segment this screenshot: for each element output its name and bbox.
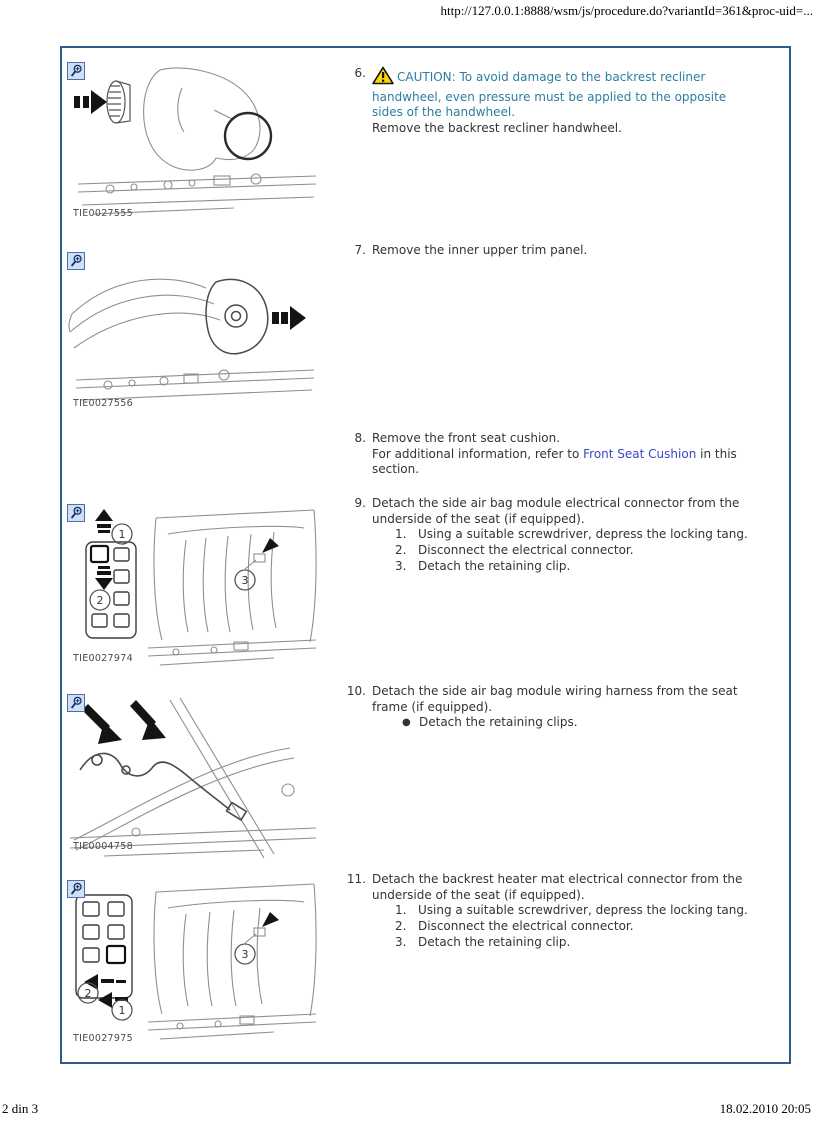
zoom-image-button[interactable] bbox=[67, 694, 85, 712]
substep-text: Using a suitable screwdriver, depress the locking tang. bbox=[418, 527, 748, 542]
figure-id-label: TIE0027975 bbox=[73, 1033, 133, 1044]
zoom-image-button[interactable] bbox=[67, 62, 85, 80]
substep-text: Disconnect the electrical connector. bbox=[418, 919, 634, 934]
step-8 bbox=[340, 431, 757, 478]
magnifier-plus-icon bbox=[69, 254, 83, 268]
substep-number: 3. bbox=[395, 558, 407, 573]
substep-number: 2. bbox=[395, 543, 407, 558]
bullet-item bbox=[402, 715, 757, 731]
seat-backrest-handwheel-illustration bbox=[64, 58, 322, 230]
magnifier-plus-icon bbox=[69, 696, 83, 710]
step-number: 7. bbox=[354, 243, 366, 257]
step-text: Detach the backrest heater mat electrical connector from the underside of the seat (if equipped). bbox=[372, 872, 743, 902]
step-text: Remove the backrest recliner handwheel. bbox=[372, 121, 622, 136]
substep bbox=[395, 559, 757, 575]
figure-id-label: TIE0004758 bbox=[73, 841, 133, 852]
callout-number: 3 bbox=[241, 574, 249, 587]
wiring-harness-illustration bbox=[64, 690, 322, 862]
substep bbox=[395, 527, 757, 543]
substep bbox=[395, 919, 757, 935]
figure-id-label: TIE0027555 bbox=[73, 208, 133, 219]
step-number: 9. bbox=[354, 496, 366, 510]
step-note bbox=[372, 447, 757, 478]
note-suffix: in this section. bbox=[372, 446, 737, 477]
caution-text: CAUTION: To avoid damage to the backrest recliner handwheel, even pressure must be applied to the opposite sides of the handwheel. bbox=[372, 70, 727, 120]
figure-wiring-harness bbox=[64, 690, 322, 862]
caution-warning-icon bbox=[372, 66, 394, 90]
substep bbox=[395, 935, 757, 951]
magnifier-plus-icon bbox=[69, 64, 83, 78]
zoom-image-button[interactable] bbox=[67, 504, 85, 522]
airbag-connector-illustration bbox=[64, 500, 322, 672]
step-number: 11. bbox=[346, 872, 366, 886]
substep bbox=[395, 903, 757, 919]
substep-number: 1. bbox=[395, 527, 407, 542]
callout-number: 3 bbox=[241, 948, 249, 961]
caution-note bbox=[372, 66, 730, 121]
step-11 bbox=[340, 872, 757, 951]
step-text: Remove the inner upper trim panel. bbox=[372, 243, 588, 257]
step-text: Detach the side air bag module electrical connector from the underside of the seat (if equipped). bbox=[372, 496, 740, 526]
substep-text: Using a suitable screwdriver, depress the locking tang. bbox=[418, 903, 748, 918]
substep-text: Detach the retaining clip. bbox=[418, 934, 571, 949]
step-text: Detach the side air bag module wiring harness from the seat frame (if equipped). bbox=[372, 684, 738, 714]
substep-text: Disconnect the electrical connector. bbox=[418, 543, 634, 558]
step-number: 10. bbox=[346, 684, 366, 698]
figure-heater-mat-connector bbox=[64, 876, 322, 1048]
callout-number: 1 bbox=[118, 1004, 126, 1017]
figure-trim-panel bbox=[64, 248, 322, 420]
page-number-label: 2 din 3 bbox=[2, 1101, 39, 1116]
note-prefix: For additional information, refer to bbox=[372, 446, 584, 461]
magnifier-plus-icon bbox=[69, 506, 83, 520]
figure-id-label: TIE0027556 bbox=[73, 398, 133, 409]
figure-airbag-connector bbox=[64, 500, 322, 672]
step-6 bbox=[340, 66, 730, 137]
substep-number: 1. bbox=[395, 903, 407, 918]
substep-number: 2. bbox=[395, 919, 407, 934]
seat-trim-panel-illustration bbox=[64, 248, 322, 420]
callout-number: 1 bbox=[118, 528, 126, 541]
substep-number: 3. bbox=[395, 934, 407, 949]
step-number: 6. bbox=[354, 66, 366, 80]
figure-handwheel-removal bbox=[64, 58, 322, 230]
step-number: 8. bbox=[354, 431, 366, 445]
front-seat-cushion-link[interactable]: Front Seat Cushion bbox=[583, 446, 697, 461]
step-10 bbox=[340, 684, 757, 731]
bullet-marker: ● bbox=[402, 717, 411, 729]
substep bbox=[395, 543, 757, 559]
print-header-url: http://127.0.0.1:8888/wsm/js/procedure.do?variantId=361&proc-uid=... bbox=[440, 3, 813, 18]
callout-number: 2 bbox=[96, 594, 104, 607]
zoom-image-button[interactable] bbox=[67, 880, 85, 898]
step-9 bbox=[340, 496, 757, 575]
zoom-image-button[interactable] bbox=[67, 252, 85, 270]
figure-id-label: TIE0027974 bbox=[73, 653, 133, 664]
heater-mat-connector-illustration bbox=[64, 876, 322, 1048]
callout-number: 2 bbox=[84, 987, 92, 1000]
print-timestamp-label: 18.02.2010 20:05 bbox=[719, 1101, 811, 1116]
step-text: Remove the front seat cushion. bbox=[372, 431, 561, 445]
substep-text: Detach the retaining clip. bbox=[418, 558, 571, 573]
magnifier-plus-icon bbox=[69, 882, 83, 896]
bullet-text: Detach the retaining clips. bbox=[419, 715, 578, 730]
step-7 bbox=[340, 243, 757, 259]
